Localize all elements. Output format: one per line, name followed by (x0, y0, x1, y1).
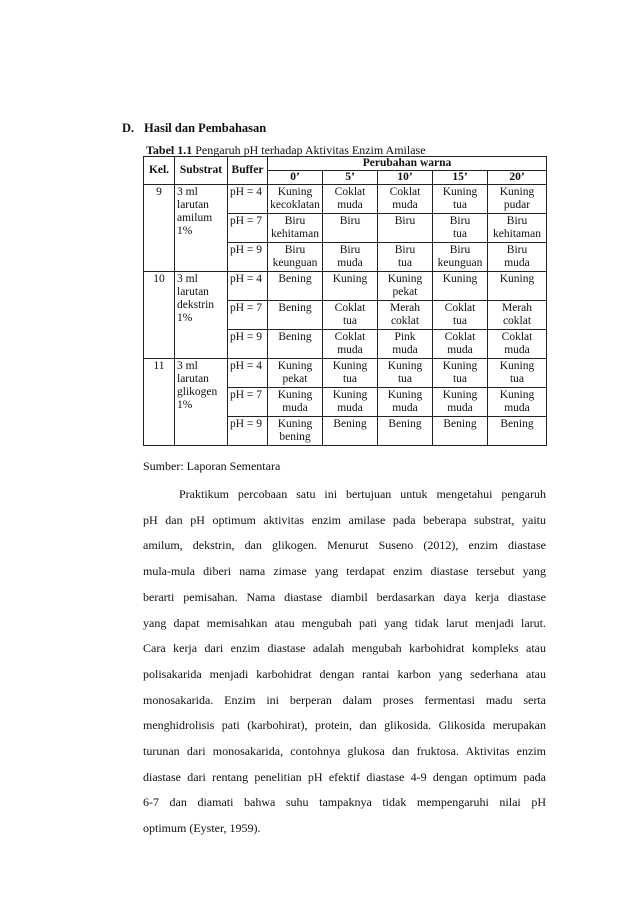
cell-color (433, 301, 488, 330)
cell-color-line: coklat (390, 315, 420, 327)
section-letter: D. (122, 121, 135, 135)
header-time: 20’ (488, 171, 547, 185)
cell-color (488, 301, 547, 330)
cell-color (268, 185, 323, 214)
cell-color-line: pekat (282, 373, 308, 385)
table-caption-label: Tabel 1.1 (146, 143, 193, 157)
cell-buffer: pH = 4 (228, 359, 268, 388)
cell-color (488, 185, 547, 214)
cell-color (268, 214, 323, 243)
table-row (144, 359, 547, 388)
cell-color-line: Kuning (499, 186, 535, 198)
cell-color-line: kehitaman (493, 228, 541, 240)
cell-color-line: Biru (449, 244, 471, 256)
cell-kel: 10 (144, 272, 175, 359)
cell-color (378, 388, 433, 417)
cell-color-line: Kuning (387, 360, 423, 372)
cell-color-line: Bening (500, 418, 534, 430)
cell-color-line: Coklat (389, 186, 421, 198)
cell-color (378, 185, 433, 214)
cell-color (378, 214, 433, 243)
cell-color-line: bening (279, 431, 311, 443)
paragraph-line: optimum (Eyster, 1959). (143, 821, 261, 836)
cell-color (323, 330, 378, 359)
substrat-line: glikogen (177, 386, 218, 398)
header-kel: Kel. (144, 157, 175, 185)
cell-color-line: Biru (339, 244, 361, 256)
cell-color-line: Biru (394, 244, 416, 256)
cell-color-line: Kuning (277, 186, 313, 198)
cell-color-line: Coklat (444, 302, 476, 314)
cell-color (323, 272, 378, 301)
cell-color-line: tua (342, 373, 358, 385)
cell-color-line: Biru (449, 215, 471, 227)
cell-color-line: muda (504, 344, 530, 356)
cell-buffer: pH = 9 (228, 417, 268, 446)
cell-color-line: Merah (502, 302, 533, 314)
cell-color (433, 330, 488, 359)
cell-substrat (175, 185, 228, 272)
cell-color-line: muda (337, 199, 363, 211)
substrat-line: 1% (177, 399, 193, 411)
paragraph-line: Praktikum percobaan satu ini bertujuan untuk mengetahui pengaruh (179, 487, 546, 501)
cell-color-line: Kuning (442, 186, 478, 198)
cell-color (433, 243, 488, 272)
cell-color-line: Kuning (442, 273, 478, 285)
cell-color (488, 214, 547, 243)
cell-color-line: Kuning (387, 389, 423, 401)
header-time: 0’ (268, 171, 323, 185)
cell-color-line: Bening (333, 418, 367, 430)
paragraph-line: amilum, dekstrin, dan glikogen. Menurut Suseno (2012), enzim diastase (143, 538, 546, 553)
cell-color-line: Kuning (277, 360, 313, 372)
cell-color-line: tua (397, 257, 413, 269)
cell-color (433, 272, 488, 301)
cell-color-line: Bening (443, 418, 477, 430)
cell-color (323, 243, 378, 272)
cell-color (488, 388, 547, 417)
cell-color-line: tua (452, 228, 468, 240)
cell-color-line: Biru (284, 215, 306, 227)
section-heading (122, 121, 266, 136)
cell-kel: 11 (144, 359, 175, 446)
cell-color-line: Kuning (499, 389, 535, 401)
cell-color (488, 272, 547, 301)
cell-color (378, 301, 433, 330)
cell-color (378, 359, 433, 388)
cell-buffer: pH = 4 (228, 185, 268, 214)
substrat-line: larutan (177, 373, 209, 385)
cell-color (323, 388, 378, 417)
cell-color-line: muda (392, 402, 418, 414)
cell-color (268, 388, 323, 417)
cell-color-line: Kuning (332, 360, 368, 372)
paragraph-line: monosakarida. Enzim ini berperan dalam proses fermentasi madu serta (143, 692, 546, 707)
cell-color-line: kehitaman (271, 228, 319, 240)
cell-color-line: Coklat (334, 186, 366, 198)
cell-color-line: Kuning (499, 360, 535, 372)
table-row (144, 272, 547, 301)
substrat-line: larutan (177, 286, 209, 298)
cell-substrat (175, 359, 228, 446)
substrat-line: 3 ml (177, 273, 198, 285)
cell-color (433, 214, 488, 243)
paragraph-line: 6-7 dan diamati bahwa suhu tampaknya tidak mempengaruhi nilai pH (143, 795, 546, 810)
cell-color-line: Kuning (499, 273, 535, 285)
table-source: Sumber: Laporan Sementara (143, 459, 281, 473)
cell-color-line: Kuning (332, 273, 368, 285)
substrat-line: amilum (177, 212, 213, 224)
cell-color (488, 243, 547, 272)
cell-color-line: muda (447, 344, 473, 356)
cell-color (323, 214, 378, 243)
cell-kel: 9 (144, 185, 175, 272)
paragraph-line: polisakarida menjadi karbohidrat dengan rantai karbon yang sederhana atau (143, 666, 546, 681)
cell-color (378, 330, 433, 359)
cell-color (378, 417, 433, 446)
body-paragraph (143, 482, 546, 842)
cell-color-line: Coklat (334, 331, 366, 343)
cell-color (433, 185, 488, 214)
cell-color-line: Biru (284, 244, 306, 256)
paragraph-line: diastase dari rentang penelitian pH efektif diastase 4-9 dengan optimum pada (143, 769, 546, 784)
substrat-line: dekstrin (177, 299, 215, 311)
cell-color (378, 243, 433, 272)
cell-color-line: muda (392, 199, 418, 211)
header-time: 10’ (378, 171, 433, 185)
cell-color-line: Kuning (442, 389, 478, 401)
cell-color-line: muda (282, 402, 308, 414)
table-row (144, 185, 547, 214)
paragraph-line: yang dapat memisahkan atau mengubah pati yang tidak larut menjadi larut. (143, 615, 546, 630)
cell-color-line: pudar (503, 199, 531, 211)
cell-color-line: Kuning (387, 273, 423, 285)
cell-color-line: muda (337, 344, 363, 356)
cell-color-line: tua (452, 315, 468, 327)
header-buffer: Buffer (228, 157, 268, 185)
substrat-line: 3 ml (177, 360, 198, 372)
cell-color (433, 359, 488, 388)
cell-color-line: Kuning (332, 389, 368, 401)
cell-color (268, 330, 323, 359)
cell-color-line: Merah (389, 302, 420, 314)
cell-color-line: Biru (506, 244, 528, 256)
cell-color (488, 417, 547, 446)
substrat-line: 3 ml (177, 186, 198, 198)
cell-color-line: Kuning (442, 360, 478, 372)
cell-buffer: pH = 9 (228, 243, 268, 272)
paragraph-line: pH dan pH optimum aktivitas enzim amilase pada beberapa substrat, yaitu (143, 512, 546, 527)
paragraph-line: mula-mula diberi nama zimase yang terdapat enzim diastase tersebut yang (143, 564, 546, 579)
cell-color (323, 301, 378, 330)
cell-color (268, 272, 323, 301)
table-body (144, 185, 547, 446)
paragraph-line: Cara kerja dari enzim diastase adalah mengubah karbohidrat kompleks atau (143, 641, 546, 656)
cell-buffer: pH = 7 (228, 388, 268, 417)
cell-color-line: muda (337, 257, 363, 269)
cell-color-line: Bening (278, 331, 312, 343)
substrat-line: 1% (177, 225, 193, 237)
substrat-line: 1% (177, 312, 193, 324)
cell-color-line: muda (337, 402, 363, 414)
cell-color-line: tua (342, 315, 358, 327)
cell-color-line: coklat (502, 315, 532, 327)
cell-color-line: tua (452, 199, 468, 211)
cell-color-line: Coklat (444, 331, 476, 343)
header-time: 5’ (323, 171, 378, 185)
cell-color-line: tua (509, 373, 525, 385)
cell-color (268, 417, 323, 446)
cell-color-line: muda (504, 402, 530, 414)
cell-color (323, 185, 378, 214)
cell-color-line: Coklat (501, 331, 533, 343)
cell-color (323, 417, 378, 446)
header-substrat: Substrat (175, 157, 228, 185)
cell-buffer: pH = 7 (228, 214, 268, 243)
cell-color-line: Kuning (277, 389, 313, 401)
table-caption-text: Pengaruh pH terhadap Aktivitas Enzim Amilase (195, 143, 426, 157)
cell-substrat (175, 272, 228, 359)
paragraph-line: turunan dari monosakarida, contohnya glukosa dan fruktosa. Aktivitas enzim (143, 744, 546, 759)
cell-color (323, 359, 378, 388)
cell-buffer: pH = 9 (228, 330, 268, 359)
cell-buffer: pH = 7 (228, 301, 268, 330)
header-time: 15’ (433, 171, 488, 185)
cell-color-line: Bening (278, 273, 312, 285)
cell-color-line: muda (392, 344, 418, 356)
table-header-row (144, 157, 547, 171)
cell-color (488, 359, 547, 388)
results-table (143, 156, 547, 446)
section-title: Hasil dan Pembahasan (144, 121, 267, 135)
cell-color-line: pekat (392, 286, 418, 298)
cell-color-line: Bening (278, 302, 312, 314)
cell-color-line: muda (447, 402, 473, 414)
cell-color-line: keunguan (437, 257, 483, 269)
cell-color (433, 417, 488, 446)
cell-color (488, 330, 547, 359)
cell-color (433, 388, 488, 417)
substrat-line: larutan (177, 199, 209, 211)
header-perubahan-warna: Perubahan warna (268, 157, 547, 171)
cell-color-line: tua (452, 373, 468, 385)
paragraph-line: berarti pemisahan. Nama diastase diambil berdasarkan daya kerja diastase (143, 589, 546, 604)
cell-color (268, 301, 323, 330)
cell-color-line: tua (397, 373, 413, 385)
cell-color (378, 272, 433, 301)
cell-color (268, 359, 323, 388)
cell-color-line: Pink (394, 331, 416, 343)
cell-color-line: Biru (394, 215, 416, 227)
cell-color-line: keunguan (272, 257, 318, 269)
cell-color-line: Coklat (334, 302, 366, 314)
cell-color-line: Bening (388, 418, 422, 430)
cell-buffer: pH = 4 (228, 272, 268, 301)
cell-color-line: Kuning (277, 418, 313, 430)
cell-color-line: muda (504, 257, 530, 269)
cell-color (268, 243, 323, 272)
paragraph-line: menghidrolisis pati (karbohirat), protein, dan glikosida. Glikosida merupakan (143, 718, 546, 733)
cell-color-line: kecoklatan (270, 199, 320, 211)
cell-color-line: Biru (339, 215, 361, 227)
cell-color-line: Biru (506, 215, 528, 227)
